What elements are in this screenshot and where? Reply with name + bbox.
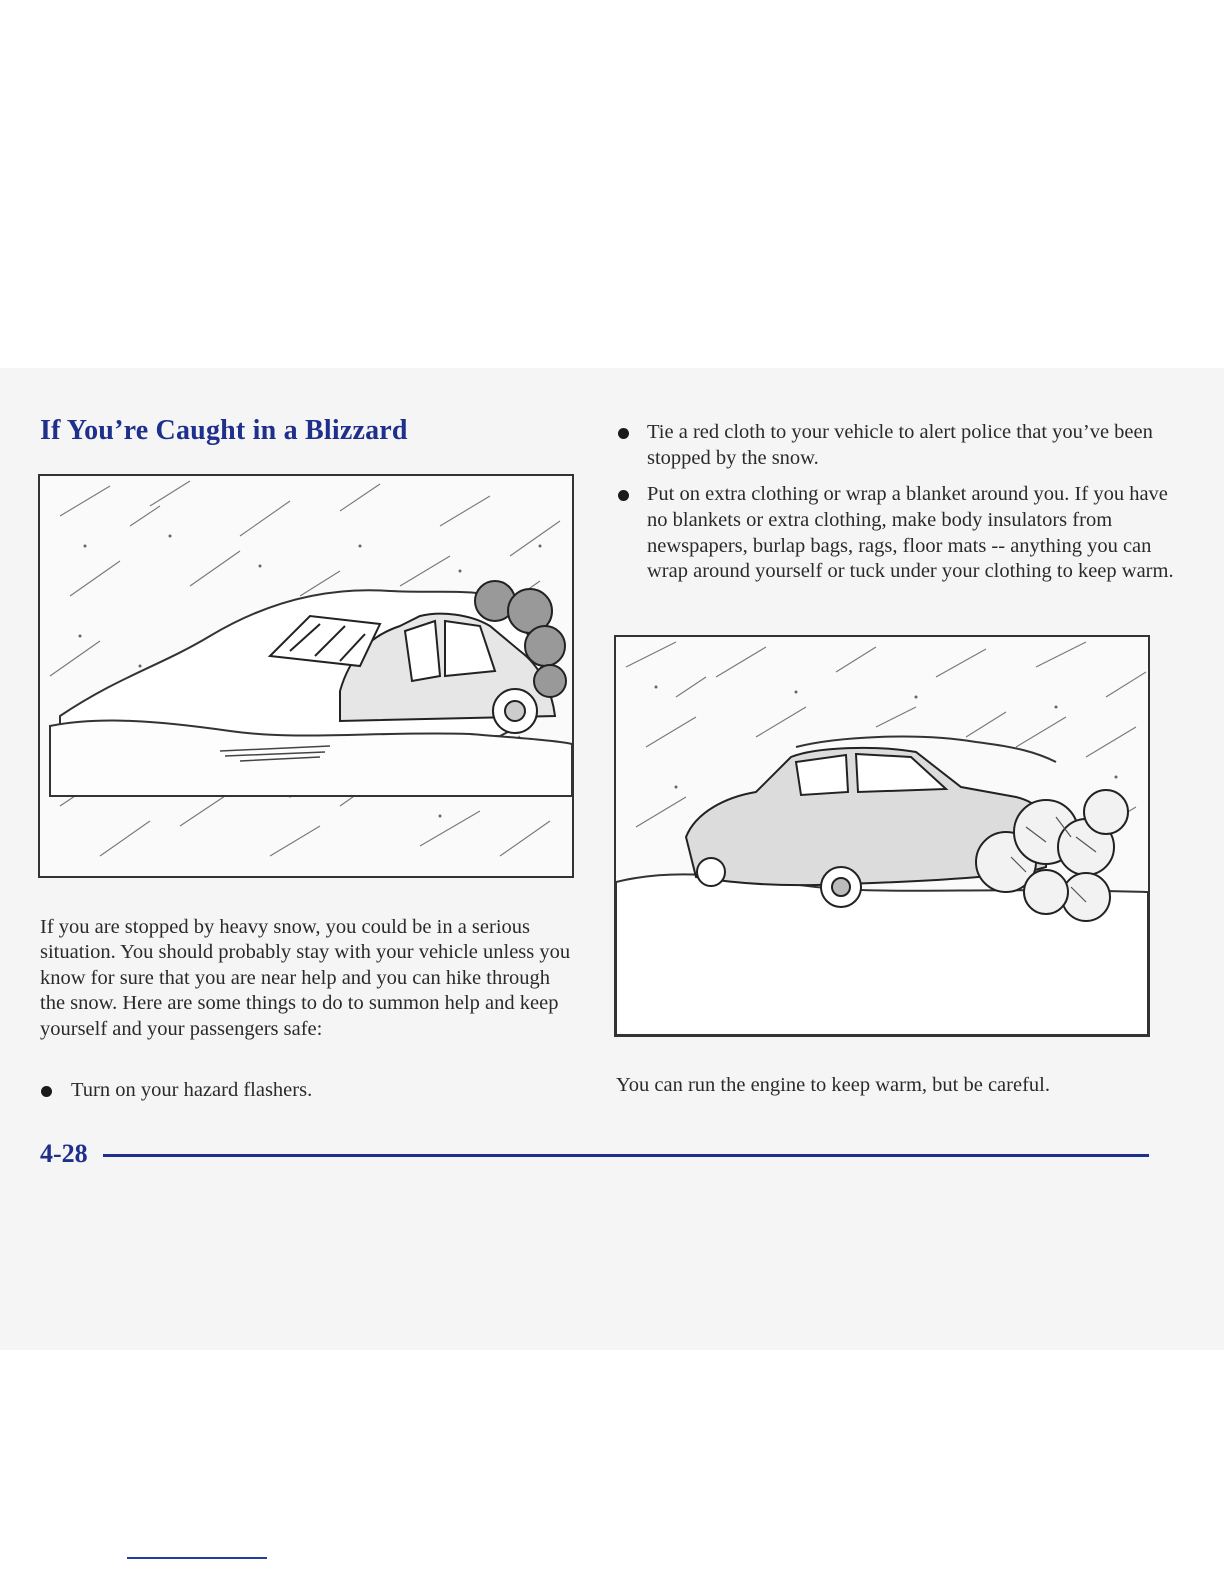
footer-rule: [103, 1154, 1149, 1157]
bullet-text: Tie a red cloth to your vehicle to alert police that you’ve been stopped by the snow.: [647, 421, 1153, 469]
bottom-link-line: [127, 1557, 267, 1559]
bullet-item-extra-clothing: [614, 482, 1187, 585]
bullet-item-hazard-flashers: [38, 1078, 611, 1104]
bullet-text: Turn on your hazard flashers.: [71, 1079, 313, 1101]
page-number: 4-28: [40, 1139, 88, 1168]
bullet-text: Put on extra clothing or wrap a blanket around you. If you have no blankets or extra clothing, make body insulators from newspapers, burlap bags, rags, floor mats -- anything you can wrap around yourself or tuck under your clothing to keep warm.: [647, 483, 1174, 583]
bullet-item-red-cloth: [614, 420, 1187, 472]
bullet-icon: [618, 428, 629, 439]
bullet-icon: [618, 490, 629, 501]
section-heading: If You’re Caught in a Blizzard: [40, 415, 408, 446]
bullet-icon: [41, 1086, 52, 1097]
car-exhaust-in-snow-illustration: [614, 635, 1150, 1037]
intro-paragraph: If you are stopped by heavy snow, you could be in a serious situation. You should probably stay with your vehicle unless you know for sure that you are near help and you can hike through the snow. Here are some things to do to summon help and keep yourself and your passengers safe:: [40, 916, 571, 1040]
car-buried-in-snow-illustration: [38, 474, 574, 878]
engine-note-paragraph: You can run the engine to keep warm, but be careful.: [616, 1074, 1050, 1096]
